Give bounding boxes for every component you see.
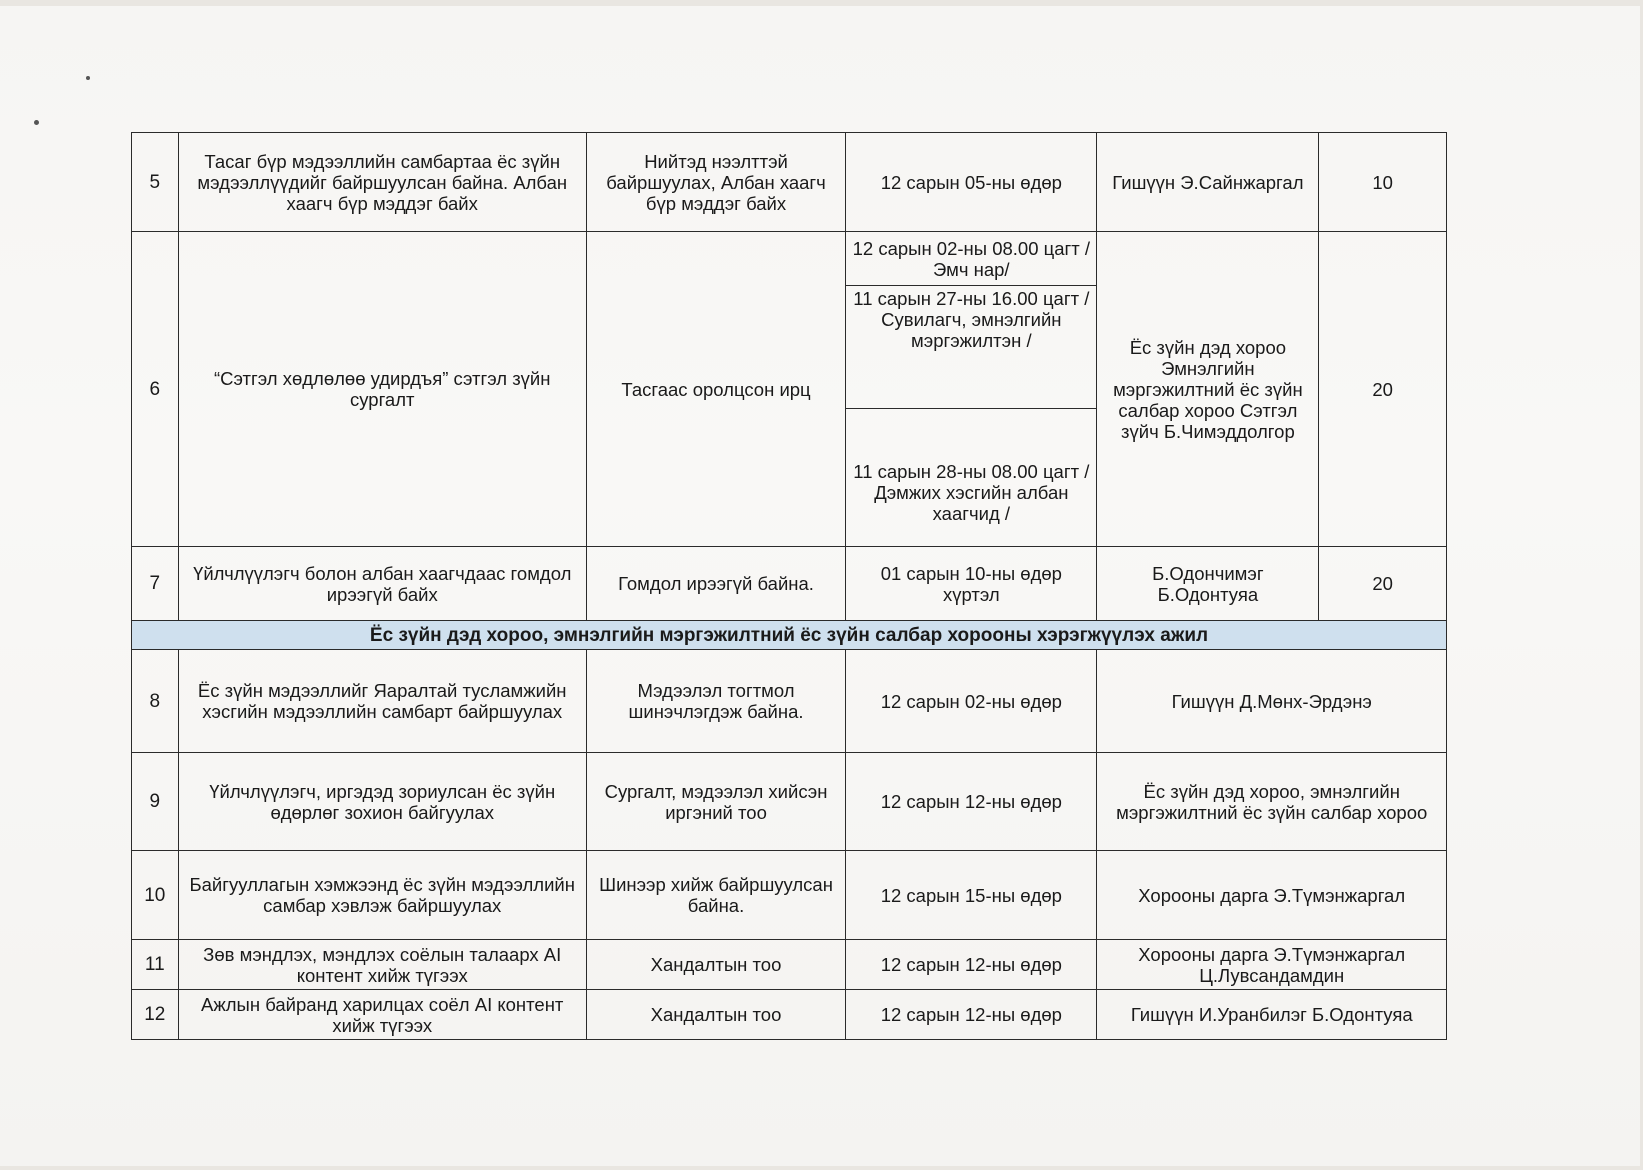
section-title: Ёс зүйн дэд хороо, эмнэлгийн мэргэжилтний ёс зүйн салбар хорооны хэрэгжүүлэх ажил — [132, 621, 1447, 650]
result-cell: Мэдээлэл тогтмол шинэчлэгдэж байна. — [586, 650, 845, 753]
result-cell: Сургалт, мэдээлэл хийсэн иргэний тоо — [586, 753, 845, 851]
section-header-row — [132, 621, 1447, 650]
date-cell: 12 сарын 12-ны өдөр — [846, 990, 1097, 1040]
task-cell: Тасаг бүр мэдээллийн самбартаа ёс зүйн мэдээллүүдийг байршуулсан байна. Албан хаагч бүр мэддэг байх — [178, 133, 586, 232]
table-row — [132, 940, 1447, 990]
date-cell: 12 сарын 02-ны 08.00 цагт /Эмч нар/ — [846, 232, 1097, 286]
responsible-cell: Ёс зүйн дэд хороо, эмнэлгийн мэргэжилтний ёс зүйн салбар хороо — [1097, 753, 1447, 851]
row-number: 6 — [132, 232, 179, 547]
result-cell: Гомдол ирээгүй байна. — [586, 547, 845, 621]
result-cell: Хандалтын тоо — [586, 990, 845, 1040]
responsible-cell: Б.Одончимэг Б.Одонтуяа — [1097, 547, 1319, 621]
activity-plan-table — [131, 132, 1447, 1040]
responsible-cell: Гишүүн Э.Сайнжаргал — [1097, 133, 1319, 232]
date-cell: 12 сарын 15-ны өдөр — [846, 851, 1097, 940]
row-number: 7 — [132, 547, 179, 621]
task-cell: Ажлын байранд харилцах соёл AI контент хийж түгээх — [178, 990, 586, 1040]
table-row — [132, 232, 1447, 286]
table-row — [132, 851, 1447, 940]
score-cell: 10 — [1319, 133, 1447, 232]
task-cell: Зөв мэндлэх, мэндлэх соёлын талаарх AI контент хийж түгээх — [178, 940, 586, 990]
row-number: 11 — [132, 940, 179, 990]
responsible-cell: Хорооны дарга Э.Түмэнжаргал Ц.Лувсандамдин — [1097, 940, 1447, 990]
result-cell: Шинээр хийж байршуулсан байна. — [586, 851, 845, 940]
result-cell: Тасгаас оролцсон ирц — [586, 232, 845, 547]
date-cell: 12 сарын 12-ны өдөр — [846, 940, 1097, 990]
responsible-cell: Гишүүн И.Уранбилэг Б.Одонтуяа — [1097, 990, 1447, 1040]
responsible-cell: Хорооны дарга Э.Түмэнжаргал — [1097, 851, 1447, 940]
row-number: 10 — [132, 851, 179, 940]
task-cell: Үйлчлүүлэгч болон албан хаагчдаас гомдол ирээгүй байх — [178, 547, 586, 621]
responsible-cell: Ёс зүйн дэд хороо Эмнэлгийн мэргэжилтний ёс зүйн салбар хороо Сэтгэл зүйч Б.Чимэддолгор — [1097, 232, 1319, 547]
score-cell: 20 — [1319, 232, 1447, 547]
date-cell: 01 сарын 10-ны өдөр хүртэл — [846, 547, 1097, 621]
result-cell: Хандалтын тоо — [586, 940, 845, 990]
date-cell: 12 сарын 02-ны өдөр — [846, 650, 1097, 753]
table-row — [132, 990, 1447, 1040]
scan-speck — [34, 120, 39, 125]
scan-speck — [86, 76, 90, 80]
task-cell: Үйлчлүүлэгч, иргэдэд зориулсан ёс зүйн өдөрлөг зохион байгуулах — [178, 753, 586, 851]
scanned-page — [0, 6, 1640, 1166]
row-number: 5 — [132, 133, 179, 232]
date-cell: 12 сарын 05-ны өдөр — [846, 133, 1097, 232]
date-cell: 11 сарын 28-ны 08.00 цагт / Дэмжих хэсгийн албан хаагчид / — [846, 409, 1097, 547]
date-cell: 12 сарын 12-ны өдөр — [846, 753, 1097, 851]
table-row — [132, 133, 1447, 232]
row-number: 8 — [132, 650, 179, 753]
date-cell: 11 сарын 27-ны 16.00 цагт /Сувилагч, эмнэлгийн мэргэжилтэн / — [846, 286, 1097, 409]
responsible-cell: Гишүүн Д.Мөнх-Эрдэнэ — [1097, 650, 1447, 753]
task-cell: Ёс зүйн мэдээллийг Яаралтай тусламжийн хэсгийн мэдээллийн самбарт байршуулах — [178, 650, 586, 753]
row-number: 12 — [132, 990, 179, 1040]
task-cell: Байгууллагын хэмжээнд ёс зүйн мэдээллийн самбар хэвлэж байршуулах — [178, 851, 586, 940]
task-cell: “Сэтгэл хөдлөлөө удирдъя” сэтгэл зүйн сургалт — [178, 232, 586, 547]
table-row — [132, 547, 1447, 621]
row-number: 9 — [132, 753, 179, 851]
table-row — [132, 650, 1447, 753]
table-row — [132, 753, 1447, 851]
score-cell: 20 — [1319, 547, 1447, 621]
result-cell: Нийтэд нээлттэй байршуулах, Албан хаагч бүр мэддэг байх — [586, 133, 845, 232]
